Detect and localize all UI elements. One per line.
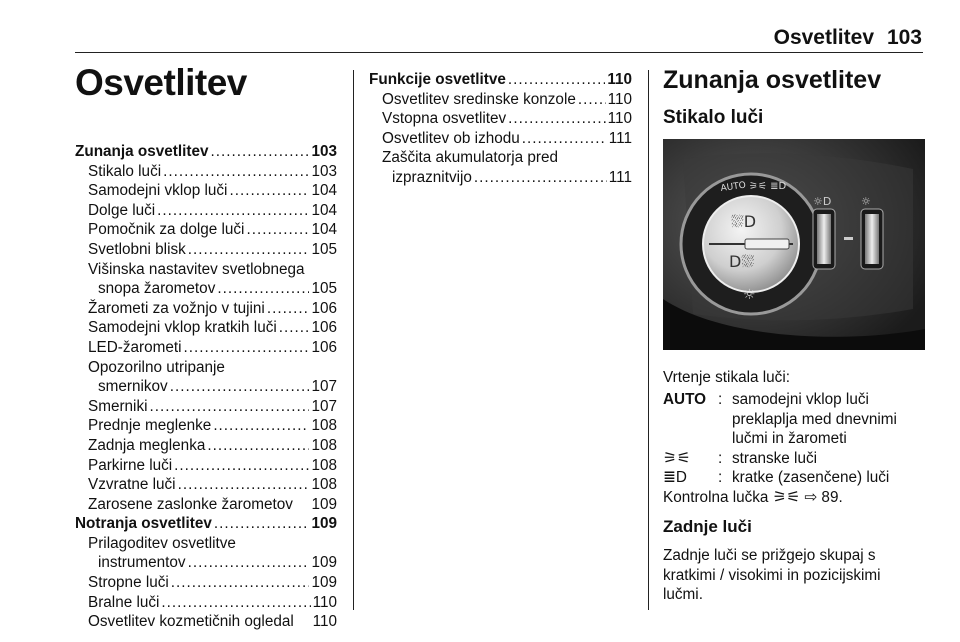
toc-entry-label: Funkcije osvetlitve (369, 71, 506, 88)
svg-text:☼: ☼ (743, 287, 756, 303)
toc-entry[interactable] (75, 377, 337, 397)
toc-leader-dots (174, 456, 309, 476)
toc-entry[interactable] (75, 514, 337, 534)
definition-row (663, 449, 933, 469)
toc-leader-dots (508, 109, 605, 129)
toc-entry-page: 106 (311, 338, 337, 356)
toc-entry-label: Višinska nastavitev svetlobnega (88, 260, 305, 278)
toc-entry[interactable] (75, 475, 337, 495)
toc-leader-dots (171, 573, 310, 593)
toc-leader-dots (188, 240, 310, 260)
definition-colon: : (718, 449, 723, 467)
toc-entry-page: 104 (311, 182, 337, 200)
toc-entry-page: 105 (311, 240, 337, 258)
toc-entry-page: 109 (311, 495, 337, 513)
page-number: 103 (886, 26, 922, 49)
toc-entry-label: Svetlobni blisk (88, 240, 186, 258)
toc-entry-label: Zunanja osvetlitev (75, 143, 209, 160)
toc-entry[interactable] (75, 260, 337, 280)
toc-entry-page: 108 (311, 476, 337, 494)
toc-column-2 (369, 70, 632, 188)
toc-leader-dots (217, 279, 309, 299)
toc-leader-dots (213, 416, 309, 436)
toc-leader-dots (508, 70, 605, 90)
toc-entry-page: 111 (608, 129, 632, 147)
toc-entry-page: 108 (311, 436, 337, 454)
column-divider-right (648, 70, 649, 610)
toc-entry-page: 105 (311, 280, 337, 298)
definition-key: AUTO (663, 391, 707, 408)
toc-entry-page: 110 (607, 110, 632, 128)
toc-entry-label: Bralne luči (88, 593, 160, 611)
definition-colon: : (718, 469, 723, 487)
toc-leader-dots (578, 90, 606, 110)
toc-entry[interactable] (75, 142, 337, 162)
toc-leader-dots (207, 436, 309, 456)
toc-entry[interactable] (369, 70, 632, 90)
toc-entry-label: Samodejni vklop kratkih luči (88, 319, 277, 337)
toc-leader-dots (279, 318, 310, 338)
section-subtitle: Stikalo luči (663, 107, 764, 128)
definition-value: stranske luči (732, 449, 818, 467)
toc-entry-label: instrumentov (98, 554, 186, 572)
svg-text:⛆D: ⛆D (731, 212, 757, 231)
toc-entry-label: Parkirne luči (88, 456, 173, 474)
tail-lights-text: Zadnje luči se prižgejo skupaj s kratkimi / visokimi in pozicijskimi lučmi. (663, 547, 881, 604)
svg-text:⚞⚟ ≣D: ⚞⚟ ≣D (749, 181, 787, 192)
toc-leader-dots (184, 338, 310, 358)
toc-entry-label: smernikov (98, 378, 168, 396)
toc-entry[interactable] (369, 148, 632, 168)
toc-entry-label: Pomočnik za dolge luči (88, 221, 245, 239)
toc-leader-dots (150, 397, 310, 417)
toc-entry-label: Zarosene zaslonke žarometov (88, 495, 293, 513)
toc-entry[interactable] (75, 495, 337, 515)
toc-entry[interactable] (75, 612, 337, 632)
definition-value: samodejni vklop luči preklaplja med dnevnimi lučmi in žarometi (732, 391, 897, 448)
toc-entry[interactable] (75, 299, 337, 319)
svg-text:☼D: ☼D (813, 195, 832, 208)
toc-entry-label: snopa žarometov (98, 280, 216, 298)
toc-entry-label: Osvetlitev sredinske konzole (382, 90, 576, 108)
toc-leader-dots (188, 553, 310, 573)
definition-value: kratke (zasenčene) luči (732, 469, 890, 487)
toc-entry[interactable] (75, 397, 337, 417)
toc-entry[interactable] (75, 318, 337, 338)
toc-entry-label: Stropne luči (88, 574, 169, 592)
toc-entry-label: Vstopna osvetlitev (382, 110, 507, 128)
toc-entry-label: Osvetlitev ob izhodu (382, 129, 520, 147)
definition-key: ≣D (663, 469, 687, 487)
toc-leader-dots (210, 142, 309, 162)
toc-entry-page: 110 (312, 593, 337, 611)
toc-entry-label: Notranja osvetlitev (75, 515, 212, 533)
toc-entry-label: Dolge luči (88, 201, 156, 219)
toc-entry-label: Prilagoditev osvetlitve (88, 534, 236, 552)
toc-leader-dots (229, 181, 309, 201)
chapter-title: Osvetlitev (75, 62, 247, 103)
toc-entry-label: Opozorilno utripanje (88, 358, 225, 376)
toc-leader-dots (474, 168, 607, 188)
svg-text:☼: ☼ (861, 195, 871, 208)
toc-leader-dots (267, 299, 310, 319)
toc-entry[interactable] (75, 162, 337, 182)
toc-leader-dots (246, 220, 309, 240)
toc-entry-label: Vzvratne luči (88, 476, 176, 494)
toc-entry[interactable] (75, 553, 337, 573)
toc-entry[interactable] (75, 240, 337, 260)
toc-entry-label: Smerniki (88, 397, 148, 415)
toc-entry[interactable] (75, 201, 337, 221)
toc-entry[interactable] (75, 338, 337, 358)
toc-entry-page: 108 (311, 456, 337, 474)
toc-leader-dots (214, 514, 310, 534)
toc-entry-page: 107 (311, 378, 337, 396)
toc-entry-page: 111 (608, 168, 632, 186)
toc-entry-page: 110 (607, 71, 632, 88)
toc-entry[interactable] (75, 456, 337, 476)
column-divider-left (353, 70, 354, 610)
header-title: Osvetlitev (773, 26, 874, 49)
toc-entry-page: 109 (311, 554, 337, 572)
toc-entry-label: Zadnja meglenka (88, 436, 206, 454)
toc-entry[interactable] (75, 534, 337, 554)
toc-entry-label: Osvetlitev kozmetičnih ogledal (88, 613, 294, 631)
toc-leader-dots (170, 377, 310, 397)
auto-label: AUTO (720, 180, 747, 194)
toc-entry-page: 103 (311, 162, 337, 180)
toc-entry[interactable] (369, 168, 632, 188)
svg-text:D⛆: D⛆ (729, 252, 755, 271)
definition-key: ⚞⚟ (663, 449, 691, 467)
toc-entry-label: Prednje meglenke (88, 417, 212, 435)
toc-entry-page: 104 (311, 221, 337, 239)
header-rule (75, 52, 923, 53)
toc-entry[interactable] (369, 109, 632, 129)
toc-entry[interactable] (75, 573, 337, 593)
toc-entry[interactable] (369, 90, 632, 110)
toc-entry-page: 104 (311, 201, 337, 219)
definition-row (663, 390, 933, 449)
toc-entry-page: 103 (311, 143, 337, 160)
toc-entry[interactable] (75, 181, 337, 201)
definition-list (663, 390, 933, 488)
toc-entry-label: izpraznitvijo (392, 168, 472, 186)
toc-entry[interactable] (75, 279, 337, 299)
definition-row (663, 468, 933, 488)
tail-lights-heading: Zadnje luči (663, 517, 752, 536)
toc-leader-dots (522, 129, 607, 149)
toc-entry-page: 106 (311, 299, 337, 317)
definition-colon: : (718, 391, 723, 408)
toc-entry-label: Žarometi za vožnjo v tujini (88, 299, 265, 317)
toc-entry-page: 110 (312, 613, 337, 631)
toc-entry[interactable] (75, 220, 337, 240)
toc-leader-dots (163, 162, 309, 182)
toc-entry-page: 106 (311, 319, 337, 337)
toc-entry-page: 109 (311, 574, 337, 592)
rotary-knob (681, 174, 821, 314)
toc-entry[interactable] (75, 436, 337, 456)
toc-entry-label: Samodejni vklop luči (88, 182, 228, 200)
toc-entry-label: Zaščita akumulatorja pred (382, 149, 558, 167)
toc-entry-page: 107 (311, 397, 337, 415)
toc-leader-dots (161, 593, 310, 613)
toc-entry[interactable] (75, 416, 337, 436)
toc-entry[interactable] (75, 358, 337, 378)
section-title: Zunanja osvetlitev (663, 66, 882, 94)
toc-leader-dots (178, 475, 310, 495)
toc-entry[interactable] (75, 593, 337, 613)
toc-leader-dots (157, 201, 309, 221)
toc-column-1 (75, 142, 337, 632)
control-note: Kontrolna lučka ⚞⚟ ⇨ 89. (663, 489, 843, 506)
toc-entry-label: Stikalo luči (88, 162, 162, 180)
toc-entry-page: 108 (311, 417, 337, 435)
toc-entry-page: 110 (607, 90, 632, 108)
light-switch-photo (663, 139, 925, 350)
intro-text: Vrtenje stikala luči: (663, 369, 790, 386)
toc-entry-page: 109 (311, 515, 337, 533)
toc-entry[interactable] (369, 129, 632, 149)
toc-entry-label: LED-žarometi (88, 338, 182, 356)
